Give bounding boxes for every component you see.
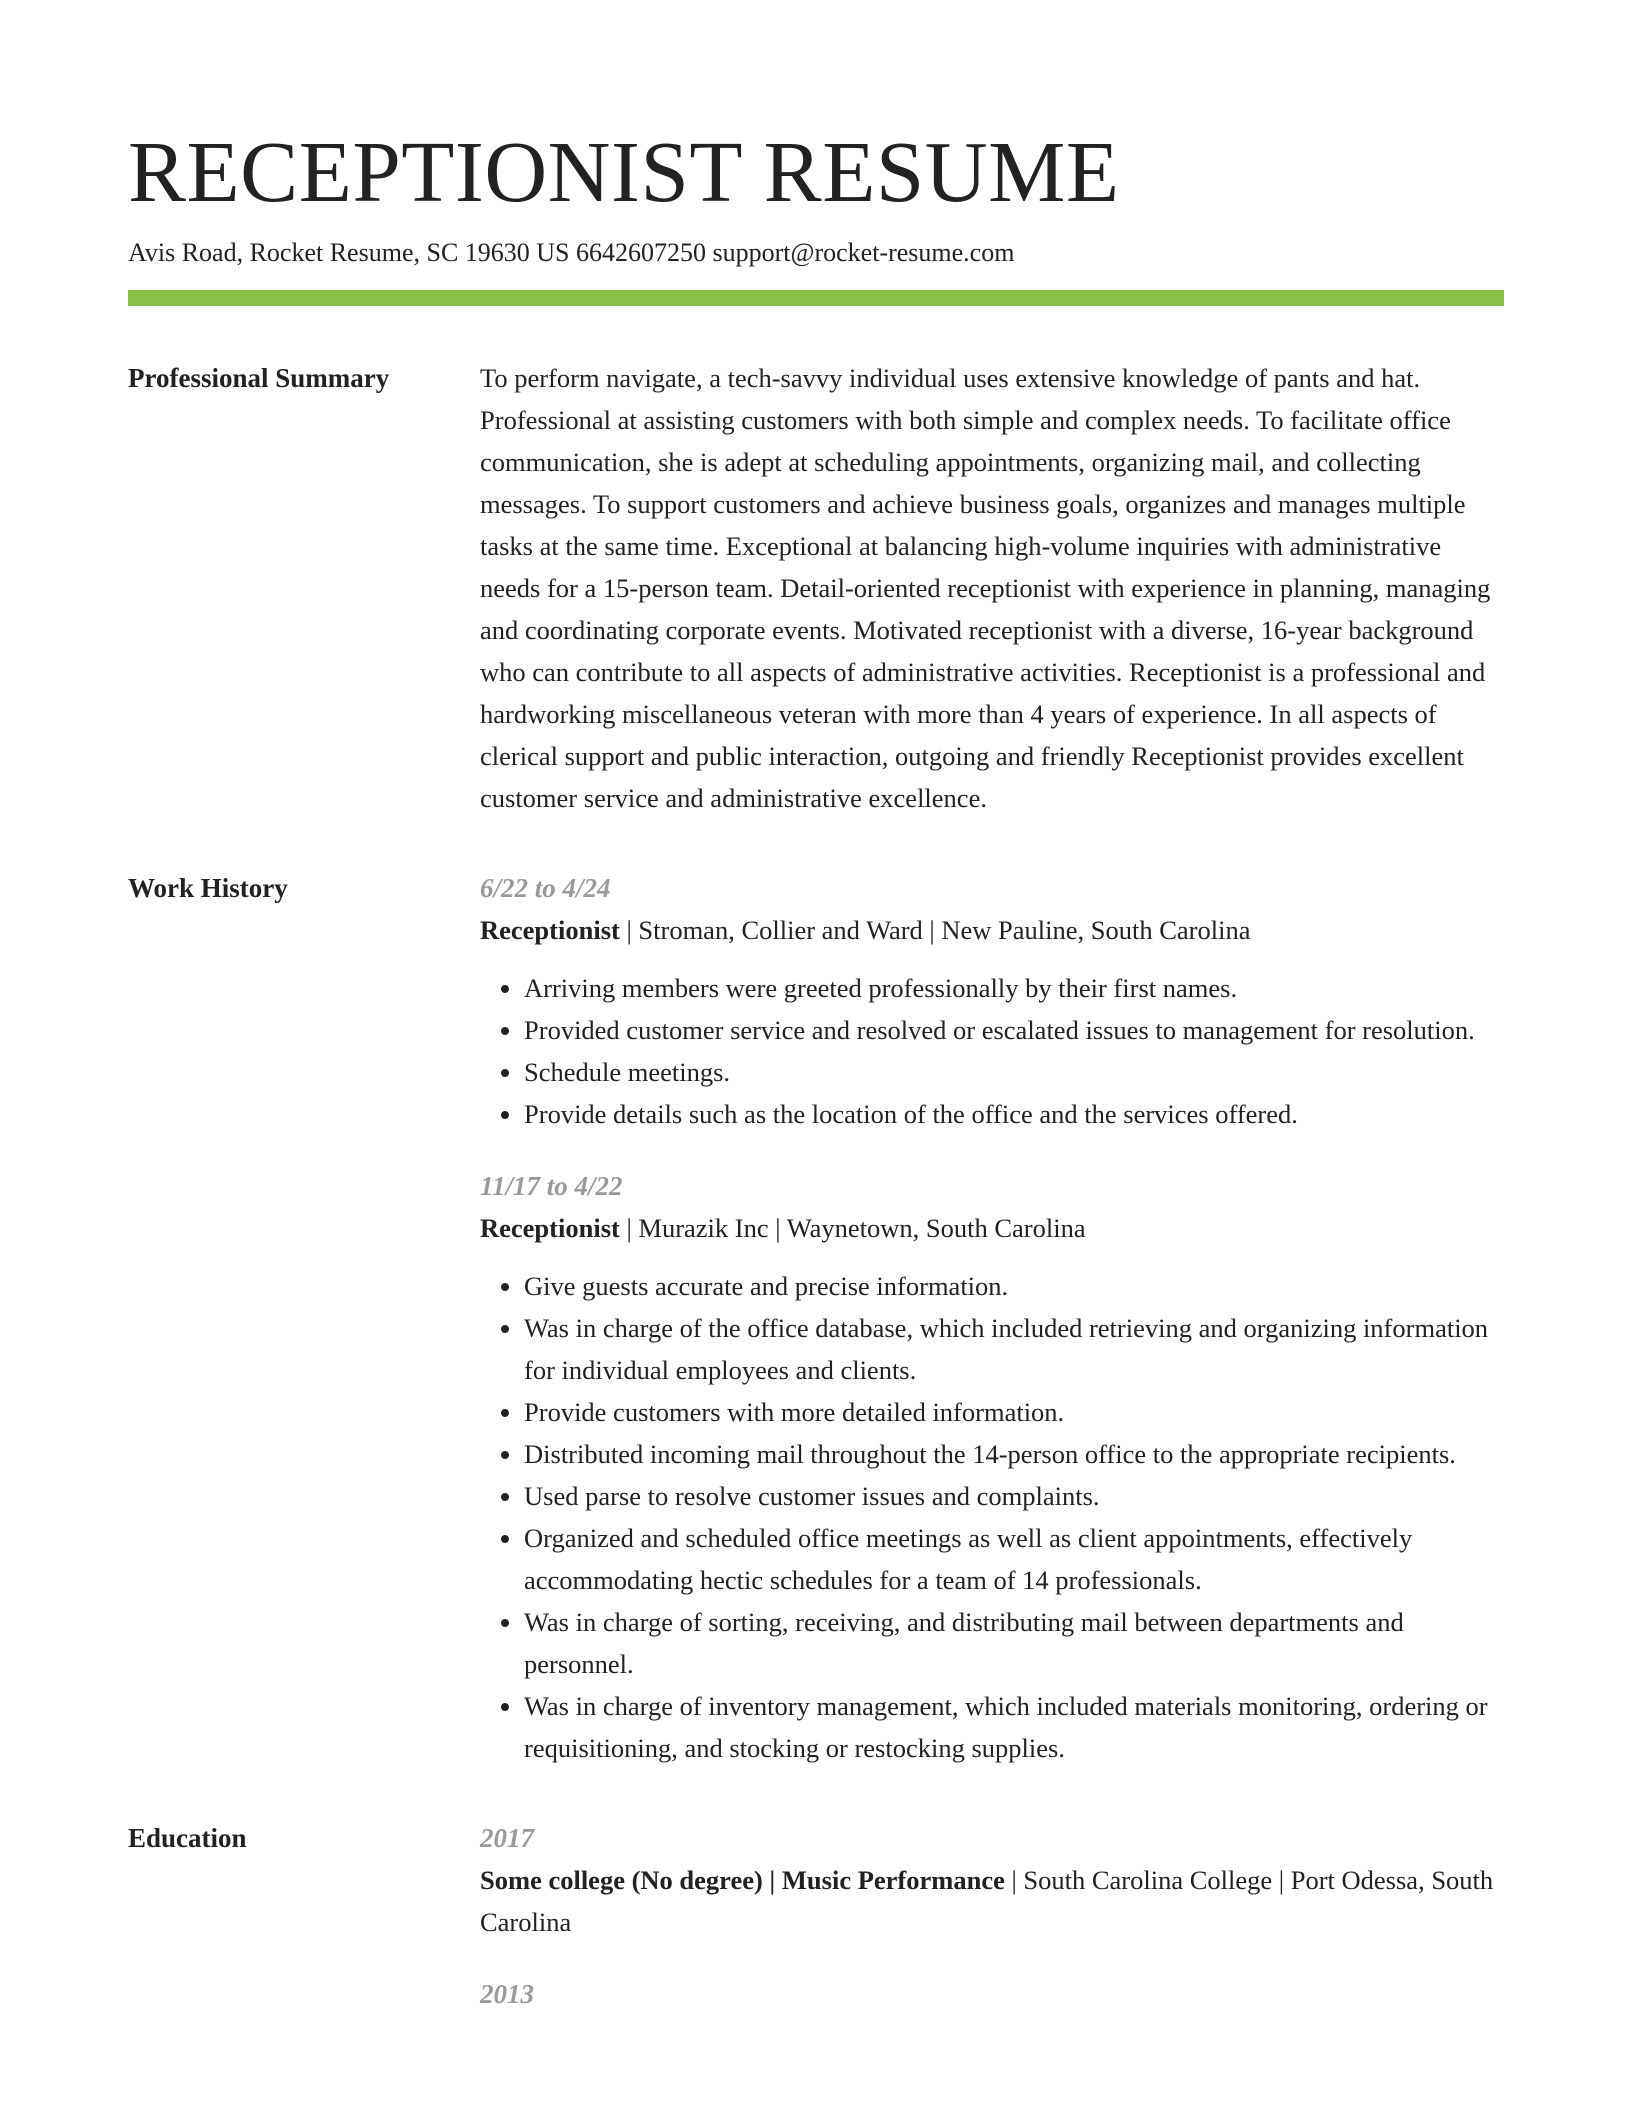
job-dates: 11/17 to 4/22 [480, 1171, 623, 1201]
job-heading [480, 1207, 1504, 1249]
job-bullet: • Give guests accurate and precise information. [524, 1265, 1504, 1307]
resume-title: RECEPTIONIST RESUME [128, 123, 1120, 220]
work-history-section [128, 867, 1504, 1769]
job-details: | Stroman, Collier and Ward | New Pauline, South Carolina [619, 915, 1251, 945]
contact-line [128, 236, 1504, 270]
job-dates: 6/22 to 4/24 [480, 873, 611, 903]
job-heading [480, 909, 1504, 951]
job-bullet: • Was in charge of sorting, receiving, and distributing mail between departments and personnel. [524, 1601, 1504, 1685]
job-bullet: • Distributed incoming mail throughout the 14-person office to the appropriate recipients. [524, 1433, 1504, 1475]
job-entry [480, 1165, 1504, 1769]
job-bullet: • Schedule meetings. [524, 1051, 1504, 1093]
job-title: Receptionist [480, 1213, 620, 1243]
education-degree: Some college (No degree) | Music Performance [480, 1865, 1005, 1895]
job-bullet: • Used parse to resolve customer issues and complaints. [524, 1475, 1504, 1517]
contact-phone: 6642607250 [576, 238, 707, 267]
summary-text: To perform navigate, a tech-savvy individual uses extensive knowledge of pants and hat. Professional at assisting customers with both simple and complex needs. To facilitate office communication, she is adept at scheduling appointments, organizing mail, and collecting messages. To support customers and achieve business goals, organizes and manages multiple tasks at the same time. Exceptional at balancing high-volume inquiries with administrative needs for a 15-person team. Detail-oriented receptionist with experience in planning, managing and coordinating corporate events. Motivated receptionist with a diverse, 16-year background who can contribute to all aspects of administrative activities. Receptionist is a professional and hardworking miscellaneous veteran with more than 4 years of experience. In all aspects of clerical support and public interaction, outgoing and friendly Receptionist provides excellent customer service and administrative excellence. [480, 363, 1491, 813]
job-bullet: • Provide details such as the location of the office and the services offered. [524, 1093, 1504, 1135]
job-bullets [480, 1265, 1504, 1769]
education-label: Education [128, 1823, 247, 1853]
job-bullet: • Provided customer service and resolved or escalated issues to management for resolution. [524, 1009, 1504, 1051]
job-title: Receptionist [480, 915, 620, 945]
job-bullets [480, 967, 1504, 1135]
education-year: 2017 [480, 1823, 534, 1853]
job-details: | Murazik Inc | Waynetown, South Carolina [619, 1213, 1086, 1243]
education-year: 2013 [480, 1979, 534, 2009]
education-entry [480, 1973, 1504, 2015]
job-bullet: • Provide customers with more detailed information. [524, 1391, 1504, 1433]
job-entry [480, 867, 1504, 1135]
education-details: | South Carolina College | Port Odessa, South Carolina [480, 1865, 1494, 1937]
education-entry [480, 1817, 1504, 1943]
education-section [128, 1817, 1504, 2015]
contact-address: Avis Road, Rocket Resume, SC 19630 US [128, 238, 570, 267]
job-bullet: • Was in charge of inventory management, which included materials monitoring, ordering or requisitioning, and stocking or restocking supplies. [524, 1685, 1504, 1769]
work-history-label: Work History [128, 873, 288, 903]
summary-label: Professional Summary [128, 363, 390, 393]
job-bullet: • Organized and scheduled office meetings as well as client appointments, effectively accommodating hectic schedules for a team of 14 professionals. [524, 1517, 1504, 1601]
summary-section [128, 357, 1504, 819]
resume-page [128, 118, 1504, 2015]
job-bullet: • Was in charge of the office database, which included retrieving and organizing information for individual employees and clients. [524, 1307, 1504, 1391]
header-divider [128, 290, 1504, 306]
education-heading [480, 1859, 1504, 1943]
job-bullet: • Arriving members were greeted professionally by their first names. [524, 967, 1504, 1009]
contact-email: support@rocket-resume.com [712, 238, 1015, 267]
